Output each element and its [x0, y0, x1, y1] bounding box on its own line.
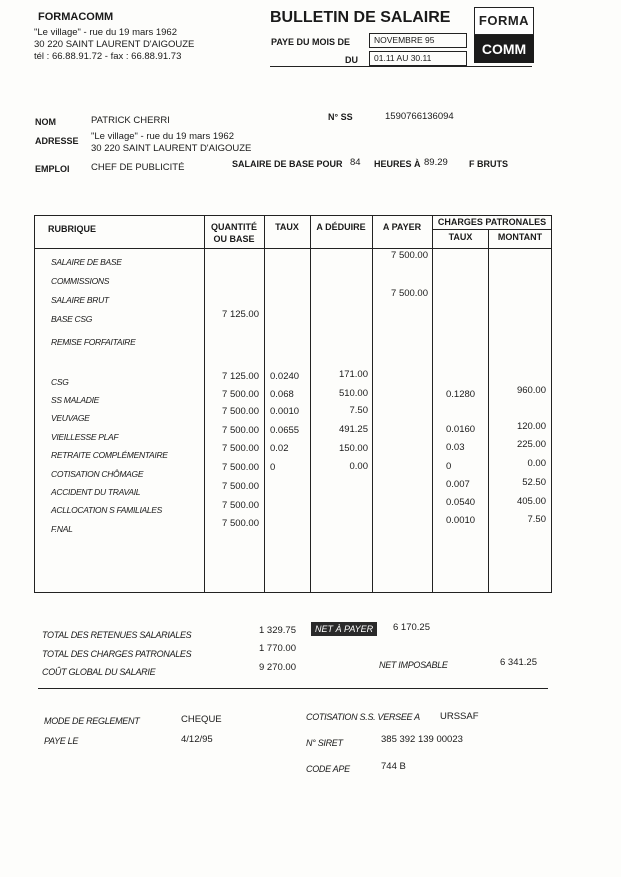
row-ch-taux: 0.0160: [446, 424, 476, 435]
paye-le-label: PAYE LE: [44, 736, 79, 746]
row-rubrique: BASE CSG: [51, 314, 93, 324]
row-taux: 0.02: [270, 443, 289, 454]
row-payer: 7 500.00: [391, 288, 428, 299]
logo-bottom-text: COMM: [474, 35, 534, 63]
row-ch-montant: 7.50: [527, 514, 546, 525]
totals-divider: [38, 688, 548, 689]
row-deduire: 171.00: [338, 369, 368, 380]
period-value: 01.11 AU 30.11: [369, 51, 467, 66]
company-address-line2: 30 220 SAINT LAURENT D'AIGOUZE: [34, 39, 195, 50]
row-deduire: 7.50: [349, 405, 368, 416]
pay-month-label: PAYE DU MOIS DE: [271, 37, 351, 47]
col-charges-taux: TAUX: [448, 232, 473, 242]
row-quantite: 7 125.00: [222, 371, 259, 382]
row-rubrique: ACCIDENT DU TRAVAIL: [51, 487, 141, 497]
ss-value: 1590766136094: [385, 111, 454, 122]
row-ch-montant: 225.00: [516, 439, 546, 450]
company-contact: tél : 66.88.91.72 - fax : 66.88.91.73: [34, 51, 182, 62]
pay-month-value: NOVEMBRE 95: [369, 33, 467, 48]
row-ch-taux: 0.007: [446, 479, 470, 490]
code-ape-value: 744 B: [381, 761, 406, 772]
row-ch-taux: 0.0010: [446, 515, 476, 526]
row-ch-taux: 0: [446, 461, 452, 472]
row-taux: 0: [270, 462, 276, 473]
logo-top-text: FORMA: [474, 7, 534, 35]
col-a-deduire: A DÉDUIRE: [316, 222, 366, 232]
row-ch-montant: 52.50: [522, 477, 546, 488]
row-ch-montant: 960.00: [516, 385, 546, 396]
row-quantite: 7 500.00: [222, 481, 259, 492]
code-ape-label: CODE APE: [306, 764, 350, 774]
row-quantite: 7 500.00: [222, 406, 259, 417]
net-imposable-value: 6 341.25: [500, 657, 537, 668]
row-rubrique: VIEILLESSE PLAF: [51, 432, 119, 442]
row-taux: 0.0240: [270, 371, 300, 382]
emploi-label: EMPLOI: [35, 164, 70, 174]
row-rubrique: SALAIRE BRUT: [51, 295, 109, 305]
net-a-payer-value: 6 170.25: [393, 622, 430, 633]
col-rubrique: RUBRIQUE: [48, 224, 97, 234]
mode-reglement-value: CHEQUE: [181, 714, 222, 725]
row-rubrique: ACLLOCATION S FAMILIALES: [51, 505, 163, 515]
net-a-payer-label: NET À PAYER: [311, 622, 377, 636]
siret-label: N° SIRET: [306, 738, 343, 748]
col-a-payer: A PAYER: [382, 222, 422, 232]
row-ch-taux: 0.1280: [446, 389, 476, 400]
total-charges-label: TOTAL DES CHARGES PATRONALES: [42, 649, 192, 659]
col-taux: TAUX: [275, 222, 299, 232]
row-rubrique: COTISATION CHÔMAGE: [51, 469, 144, 479]
row-ch-montant: 405.00: [516, 496, 546, 507]
cotisation-label: COTISATION S.S. VERSEE A: [306, 712, 420, 722]
employee-address-line1: "Le village" - rue du 19 mars 1962: [91, 131, 234, 142]
base-salary-label: SALAIRE DE BASE POUR: [232, 159, 343, 169]
row-deduire: 491.25: [338, 424, 368, 435]
nom-label: NOM: [35, 117, 56, 127]
paye-le-value: 4/12/95: [181, 734, 213, 745]
row-ch-taux: 0.0540: [446, 497, 476, 508]
row-quantite: 7 500.00: [222, 389, 259, 400]
header-rule: [270, 66, 532, 67]
row-deduire: 0.00: [349, 461, 368, 472]
row-rubrique: COMMISSIONS: [51, 276, 110, 286]
col-charges-patronales: CHARGES PATRONALES: [437, 217, 547, 227]
period-label: DU: [345, 55, 358, 65]
row-ch-montant: 0.00: [527, 458, 546, 469]
document-title: BULLETIN DE SALAIRE: [270, 9, 451, 26]
row-quantite: 7 500.00: [222, 443, 259, 454]
company-address-line1: "Le village" - rue du 19 mars 1962: [34, 27, 177, 38]
col-charges-montant: MONTANT: [497, 232, 543, 242]
row-payer: 7 500.00: [391, 250, 428, 261]
total-charges-value: 1 770.00: [259, 643, 296, 654]
row-taux: 0.0010: [270, 406, 300, 417]
siret-value: 385 392 139 00023: [381, 734, 463, 745]
cout-global-value: 9 270.00: [259, 662, 296, 673]
row-quantite: 7 125.00: [222, 309, 259, 320]
row-quantite: 7 500.00: [222, 425, 259, 436]
company-name: FORMACOMM: [38, 11, 114, 23]
adresse-label: ADRESSE: [35, 136, 79, 146]
row-quantite: 7 500.00: [222, 462, 259, 473]
mode-reglement-label: MODE DE REGLEMENT: [44, 716, 140, 726]
cotisation-value: URSSAF: [440, 711, 479, 722]
row-taux: 0.068: [270, 389, 294, 400]
total-retenues-label: TOTAL DES RETENUES SALARIALES: [42, 630, 192, 640]
row-rubrique: REMISE FORFAITAIRE: [51, 337, 136, 347]
net-imposable-label: NET IMPOSABLE: [379, 660, 448, 670]
row-rubrique: VEUVAGE: [51, 413, 90, 423]
hourly-rate-value: 89.29: [424, 157, 448, 168]
row-rubrique: SS MALADIE: [51, 395, 100, 405]
total-retenues-value: 1 329.75: [259, 625, 296, 636]
row-quantite: 7 500.00: [222, 518, 259, 529]
row-deduire: 150.00: [338, 443, 368, 454]
row-rubrique: CSG: [51, 377, 69, 387]
row-ch-montant: 120.00: [516, 421, 546, 432]
row-ch-taux: 0.03: [446, 442, 465, 453]
cout-global-label: COÛT GLOBAL DU SALARIE: [42, 667, 156, 677]
formacomm-logo: [474, 7, 534, 63]
hours-label: HEURES À: [374, 159, 421, 169]
employee-address-line2: 30 220 SAINT LAURENT D'AIGOUZE: [91, 143, 252, 154]
hours-value: 84: [350, 157, 361, 168]
row-quantite: 7 500.00: [222, 500, 259, 511]
col-quantite: QUANTITÉ: [211, 222, 257, 232]
row-deduire: 510.00: [338, 388, 368, 399]
col-ou-base: OU BASE: [213, 234, 255, 244]
row-rubrique: F.NAL: [51, 524, 73, 534]
ss-label: N° SS: [328, 112, 353, 122]
bruts-label: F BRUTS: [469, 159, 508, 169]
row-rubrique: SALAIRE DE BASE: [51, 257, 122, 267]
row-rubrique: RETRAITE COMPLÉMENTAIRE: [51, 450, 168, 460]
emploi-value: CHEF DE PUBLICITÉ: [91, 162, 185, 173]
row-taux: 0.0655: [270, 425, 300, 436]
nom-value: PATRICK CHERRI: [91, 115, 170, 126]
